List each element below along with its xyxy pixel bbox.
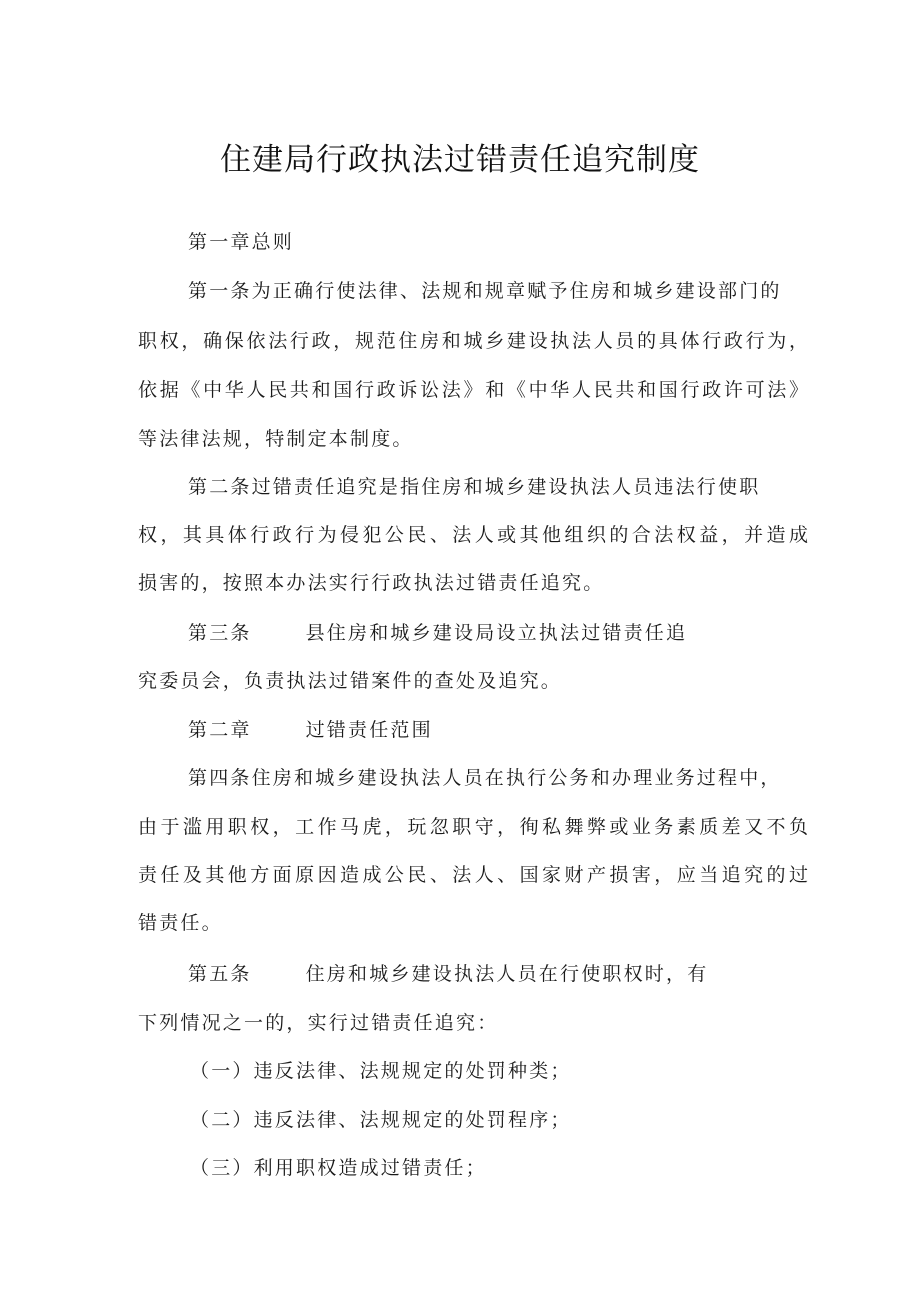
article-4-line-3: 责任及其他方面原因造成公民、法人、国家财产损害，应当追究的过 <box>138 864 808 886</box>
article-5-label: 第五条 <box>188 963 252 985</box>
article-1-line-1: 第一条为正确行使法律、法规和规章赋予住房和城乡建设部门的 <box>188 280 782 302</box>
chapter-2-heading <box>188 716 808 744</box>
article-2-line-3: 损害的，按照本办法实行行政执法过错责任追究。 <box>138 572 605 594</box>
list-item: （三）利用职权造成过错责任； <box>190 1157 487 1179</box>
article-2-line-2: 权，其具体行政行为侵犯公民、法人或其他组织的合法权益，并造成 <box>138 524 808 546</box>
chapter-2-label: 第二章 <box>188 719 252 741</box>
article-4-line-2: 由于滥用职权，工作马虎，玩忽职守，徇私舞弊或业务素质差又不负 <box>138 816 808 838</box>
article-3-text: 县住房和城乡建设局设立执法过错责任追 <box>305 622 688 644</box>
list-item: （二）违反法律、法规规定的处罚程序； <box>190 1109 572 1131</box>
list-item: （一）违反法律、法规规定的处罚种类； <box>190 1060 572 1082</box>
document-title: 住建局行政执法过错责任追究制度 <box>220 142 700 178</box>
article-5-text: 住房和城乡建设执法人员在行使职权时，有 <box>305 963 709 985</box>
chapter-1-heading: 第一章总则 <box>188 231 295 253</box>
article-4-line-1: 第四条住房和城乡建设执法人员在执行公务和办理业务过程中， <box>188 767 782 789</box>
article-1-line-4: 等法律法规，特制定本制度。 <box>138 428 414 450</box>
article-3-label: 第三条 <box>188 622 252 644</box>
article-1-line-3: 依据《中华人民共和国行政诉讼法》和《中华人民共和国行政许可法》 <box>138 379 808 401</box>
article-3-line-1 <box>188 619 808 647</box>
article-1-line-2: 职权，确保依法行政，规范住房和城乡建设执法人员的具体行政行为， <box>138 330 808 352</box>
article-5-line-2: 下列情况之一的，实行过错责任追究： <box>138 1012 499 1034</box>
article-2-line-1: 第二条过错责任追究是指住房和城乡建设执法人员违法行使职 <box>188 476 761 498</box>
article-5-line-1 <box>188 960 808 988</box>
article-3-line-2: 究委员会，负责执法过错案件的查处及追究。 <box>138 670 563 692</box>
chapter-2-title: 过错责任范围 <box>305 719 433 741</box>
article-4-line-4: 错责任。 <box>138 912 223 934</box>
